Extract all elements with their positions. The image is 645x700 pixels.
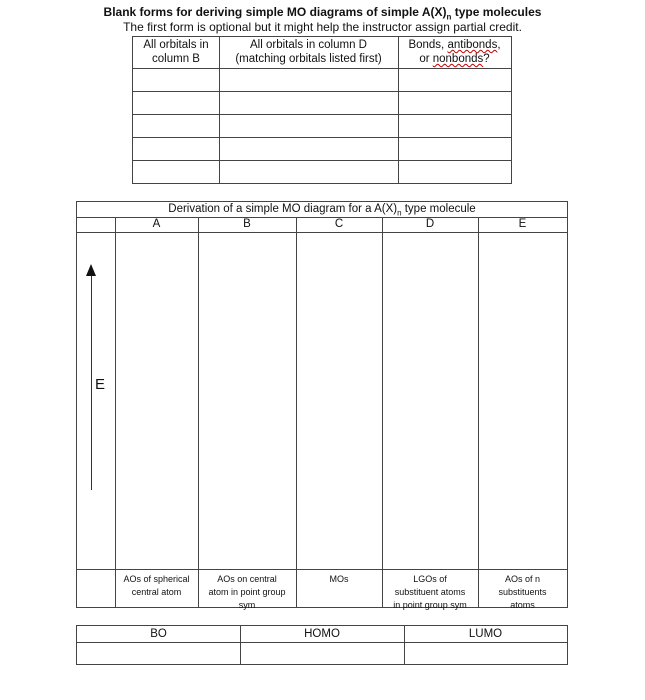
- column-divider: [382, 217, 383, 607]
- lumo-input[interactable]: [405, 643, 566, 664]
- header-bond-order: BO: [150, 628, 167, 640]
- header-homo: HOMO: [304, 628, 340, 640]
- footer-column-b: AOs on central atom in point group sym: [208, 574, 286, 610]
- column-divider: [296, 217, 297, 607]
- header-column-d: All orbitals in column D (matching orbitals listed first): [235, 39, 382, 65]
- row-divider: [133, 114, 511, 115]
- energy-axis: [91, 276, 92, 490]
- column-divider: [478, 217, 479, 607]
- page-subtitle: The first form is optional but it might help the instructor assign partial credit.: [123, 20, 522, 34]
- row-divider: [133, 137, 511, 138]
- header-bond-type: Bonds, antibonds, or nonbonds?: [408, 39, 501, 65]
- column-divider: [115, 217, 116, 607]
- row-divider: [133, 160, 511, 161]
- column-header-a: A: [152, 218, 161, 230]
- row-divider: [133, 91, 511, 92]
- column-header-c: C: [334, 218, 344, 230]
- column-header-b: B: [243, 218, 251, 230]
- bond-order-input[interactable]: [78, 643, 239, 664]
- column-divider: [198, 217, 199, 607]
- column-header-e: E: [518, 218, 527, 230]
- header-lumo: LUMO: [468, 628, 503, 640]
- footer-column-c: MOs: [329, 574, 349, 584]
- homo-input[interactable]: [241, 643, 403, 664]
- cell-input[interactable]: [220, 69, 397, 90]
- footer-divider: [77, 569, 567, 570]
- footer-column-a: AOs of spherical central atom: [123, 574, 190, 597]
- header-column-b: All orbitals in column B: [143, 39, 209, 65]
- mo-derivation-form: [76, 201, 568, 608]
- orbital-matching-table: [132, 36, 512, 184]
- footer-column-d: LGOs of substituent atoms in point group sym: [393, 574, 467, 610]
- form-caption: Derivation of a simple MO diagram for a $A(X)_n$ type molecule: [168, 203, 476, 218]
- page-title: Blank forms for deriving simple MO diagrams of simple $A(X)_n$ type molecules: [103, 5, 542, 22]
- energy-axis-arrow-icon: [86, 264, 96, 276]
- energy-axis-label: E: [95, 376, 106, 393]
- column-header-d: D: [425, 218, 435, 230]
- footer-column-e: AOs of n substituents atoms: [498, 574, 547, 610]
- column-header-divider: [77, 232, 567, 233]
- bo-homo-lumo-table: [76, 625, 568, 665]
